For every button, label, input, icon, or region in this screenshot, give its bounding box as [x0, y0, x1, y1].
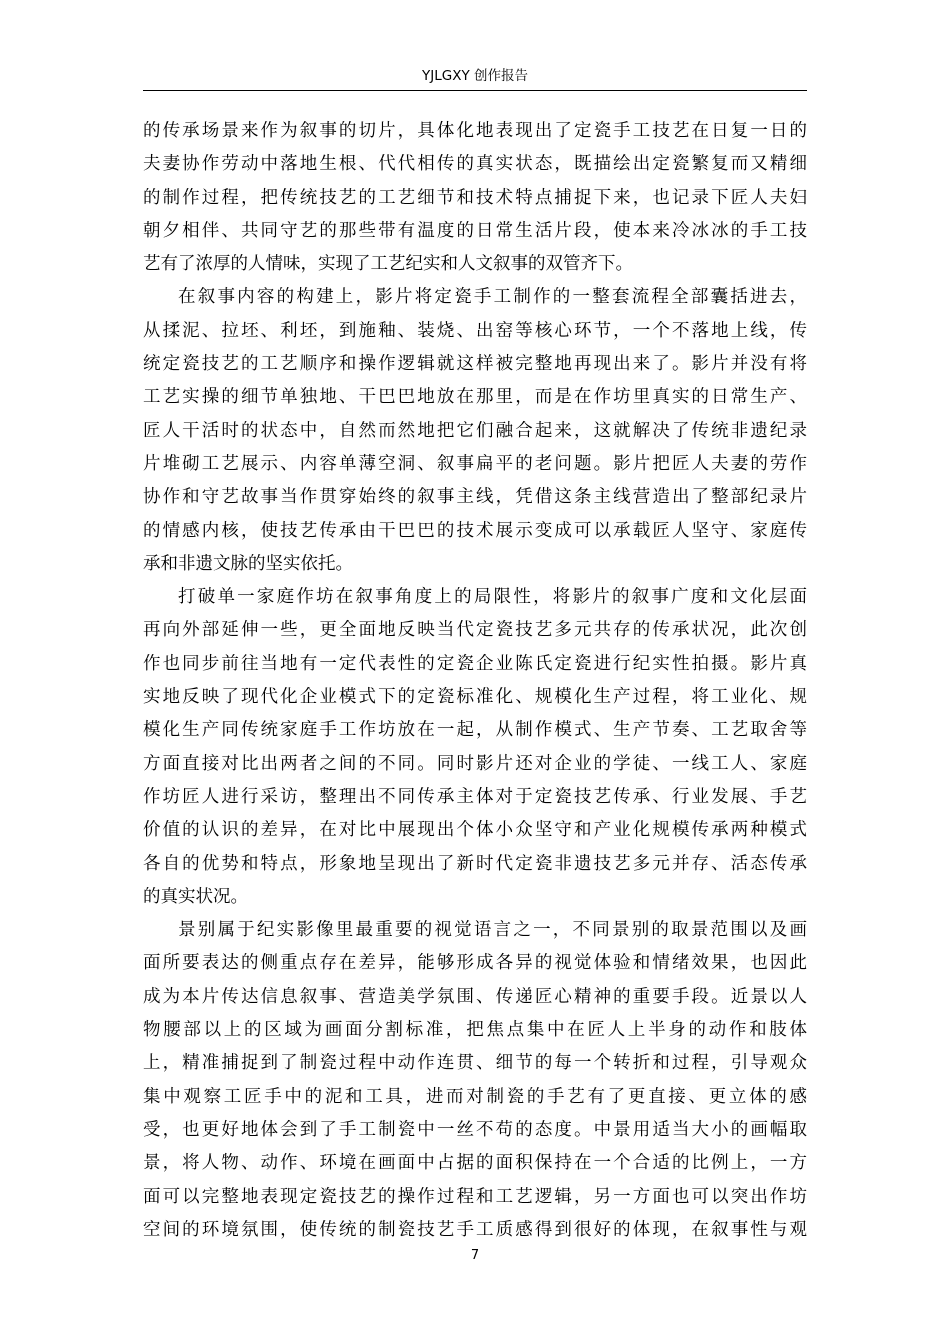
text-line: 价值的认识的差异，在对比中展现出个体小众坚守和产业化规模传承两种模式	[143, 820, 807, 841]
text-line: 工艺实操的细节单独地、干巴巴地放在那里，而是在作坊里真实的日常生产、	[143, 387, 807, 408]
text-line: 片堆砌工艺展示、内容单薄空洞、叙事扁平的老问题。影片把匠人夫妻的劳作	[143, 453, 807, 474]
text-line: 集中观察工匠手中的泥和工具，进而对制瓷的手艺有了更直接、更立体的感	[143, 1086, 807, 1107]
text-line: 方面直接对比出两者之间的不同。同时影片还对企业的学徒、一线工人、家庭	[143, 753, 807, 774]
page-header: YJLGXY 创作报告	[422, 68, 528, 84]
text-line: 面可以完整地表现定瓷技艺的操作过程和工艺逻辑，另一方面也可以突出作坊	[143, 1186, 807, 1207]
text-line: 的真实状况。	[143, 886, 248, 907]
text-line: 夫妻协作劳动中落地生根、代代相传的真实状态，既描绘出定瓷繁复而又精细	[143, 154, 807, 175]
text-line: 作也同步前往当地有一定代表性的定瓷企业陈氏定瓷进行纪实性拍摄。影片真	[143, 653, 807, 674]
text-line: 协作和守艺故事当作贯穿始终的叙事主线，凭借这条主线营造出了整部纪录片	[143, 487, 807, 508]
text-line: 受，也更好地体会到了手工制瓷中一丝不苟的态度。中景用适当大小的画幅取	[143, 1119, 807, 1140]
text-line: 统定瓷技艺的工艺顺序和操作逻辑就这样被完整地再现出来了。影片并没有将	[143, 354, 807, 375]
text-line: 成为本片传达信息叙事、营造美学氛围、传递匠心精神的重要手段。近景以人	[143, 986, 807, 1007]
text-line: 物腰部以上的区域为画面分割标准，把焦点集中在匠人上半身的动作和肢体	[143, 1020, 807, 1041]
text-line: 的情感内核，使技艺传承由干巴巴的技术展示变成可以承载匠人坚守、家庭传	[143, 520, 807, 541]
text-line: 的传承场景来作为叙事的切片，具体化地表现出了定瓷手工技艺在日复一日的	[143, 121, 807, 141]
text-line: 实地反映了现代化企业模式下的定瓷标准化、规模化生产过程，将工业化、规	[143, 687, 807, 708]
text-line: 景，将人物、动作、环境在画面中占据的面积保持在一个合适的比例上，一方	[143, 1153, 807, 1174]
text-line: 的制作过程，把传统技艺的工艺细节和技术特点捕捉下来，也记录下匠人夫妇	[143, 187, 807, 208]
text-line: 景别属于纪实影像里最重要的视觉语言之一，不同景别的取景范围以及画	[178, 920, 807, 941]
text-line: 上，精准捕捉到了制瓷过程中动作连贯、细节的每一个转折和过程，引导观众	[143, 1053, 807, 1074]
text-line: 匠人干活时的状态中，自然而然地把它们融合起来，这就解决了传统非遗纪录	[143, 420, 807, 441]
text-line: 朝夕相伴、共同守艺的那些带有温度的日常生活片段，使本来冷冰冰的手工技	[143, 220, 807, 241]
body-text	[143, 115, 807, 1247]
text-line: 艺有了浓厚的人情味，实现了工艺纪实和人文叙事的双管齐下。	[143, 254, 633, 275]
text-line: 再向外部延伸一些，更全面地反映当代定瓷技艺多元共存的传承状况，此次创	[143, 620, 807, 641]
text-line: 作坊匠人进行采访，整理出不同传承主体对于定瓷技艺传承、行业发展、手艺	[143, 786, 807, 807]
text-line: 面所要表达的侧重点存在差异，能够形成各异的视觉体验和情绪效果，也因此	[143, 953, 807, 974]
text-line: 承和非遗文脉的坚实依托。	[143, 553, 353, 574]
text-line: 在叙事内容的构建上，影片将定瓷手工制作的一整套流程全部囊括进去，	[178, 287, 807, 308]
text-line: 空间的环境氛围，使传统的制瓷技艺手工质感得到很好的体现，在叙事性与观	[143, 1219, 807, 1240]
text-line: 模化生产同传统家庭手工作坊放在一起，从制作模式、生产节奏、工艺取舍等	[143, 720, 807, 741]
text-line: 各自的优势和特点，形象地呈现出了新时代定瓷非遗技艺多元并存、活态传承	[143, 853, 807, 874]
text-line: 从揉泥、拉坯、利坯，到施釉、装烧、出窑等核心环节，一个不落地上线，传	[143, 320, 807, 341]
page-number: 7	[470, 1248, 480, 1263]
text-line: 打破单一家庭作坊在叙事角度上的局限性，将影片的叙事广度和文化层面	[178, 587, 807, 608]
header-rule	[143, 90, 807, 91]
